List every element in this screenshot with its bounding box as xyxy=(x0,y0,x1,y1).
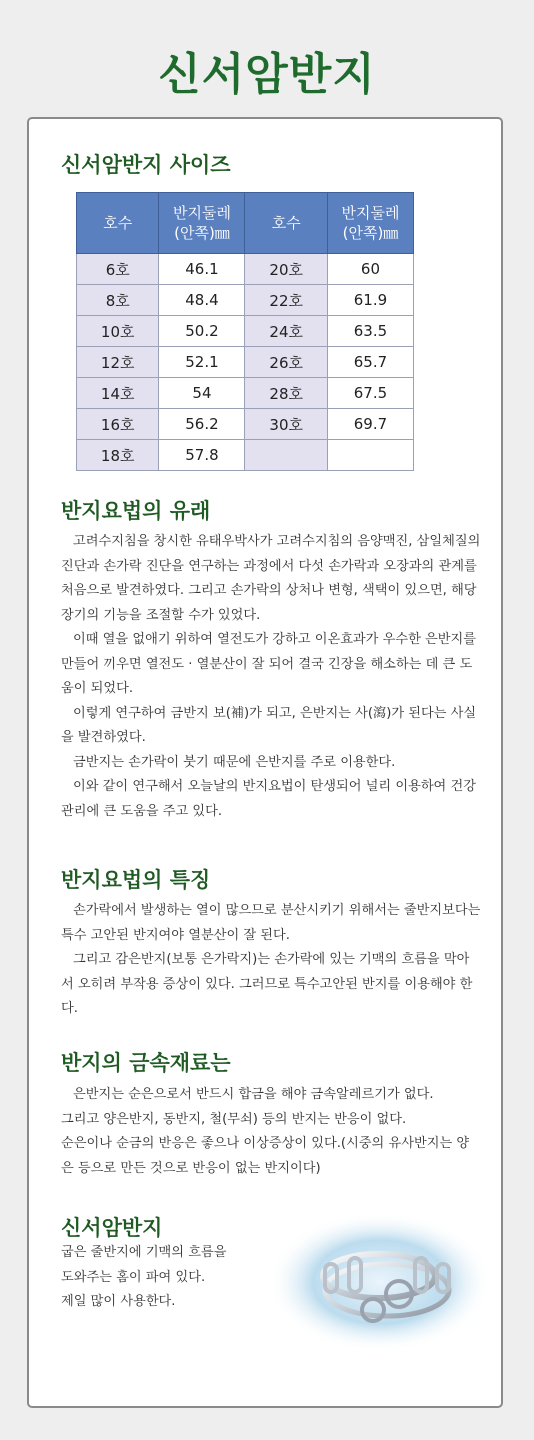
size-heading: 신서암반지 사이즈 xyxy=(61,153,231,177)
circumference-cell: 67.5 xyxy=(327,378,413,409)
size-table-header xyxy=(77,193,414,254)
circumference-cell xyxy=(327,440,413,471)
circumference-cell: 60 xyxy=(327,254,413,285)
table-row xyxy=(77,254,414,285)
feature-paragraph: 그리고 감은반지(보통 은가락지)는 손가락에 있는 기맥의 흐름을 막아서 오히려 부작용 증상이 있다. 그러므로 특수고안된 반지를 이용해야 한다. xyxy=(61,952,473,1016)
table-row xyxy=(77,285,414,316)
size-table xyxy=(76,192,414,471)
ring-photo xyxy=(267,1212,493,1352)
content-card xyxy=(27,117,503,1408)
size-cell: 26호 xyxy=(245,347,327,378)
product-line: 도와주는 홈이 파여 있다. xyxy=(61,1269,206,1285)
size-cell: 16호 xyxy=(77,409,159,440)
circumference-cell: 65.7 xyxy=(327,347,413,378)
feature-heading: 반지요법의 특징 xyxy=(61,868,211,892)
size-cell: 28호 xyxy=(245,378,327,409)
circumference-cell: 69.7 xyxy=(327,409,413,440)
size-cell: 12호 xyxy=(77,347,159,378)
ring-image xyxy=(267,1212,493,1352)
origin-paragraph: 이렇게 연구하여 금반지 보(補)가 되고, 은반지는 사(瀉)가 된다는 사실을 발견하였다. xyxy=(61,705,477,745)
circumference-cell: 61.9 xyxy=(327,285,413,316)
circumference-cell: 50.2 xyxy=(159,316,245,347)
size-cell: 6호 xyxy=(77,254,159,285)
table-row xyxy=(77,347,414,378)
size-cell: 24호 xyxy=(245,316,327,347)
feature-text xyxy=(61,899,481,1022)
size-cell: 20호 xyxy=(245,254,327,285)
table-row xyxy=(77,316,414,347)
page-title: 신서암반지 xyxy=(158,49,376,100)
table-row xyxy=(77,440,414,471)
size-cell: 14호 xyxy=(77,378,159,409)
circumference-cell: 56.2 xyxy=(159,409,245,440)
origin-heading: 반지요법의 유래 xyxy=(61,499,211,523)
origin-paragraph: 금반지는 손가락이 붓기 때문에 은반지를 주로 이용한다. xyxy=(73,754,396,770)
col-header-circumference-1: 반지둘레 (안쪽)㎜ xyxy=(159,193,245,254)
origin-paragraph: 이때 열을 없애기 위하여 열전도가 강하고 이온효과가 우수한 은반지를 만들어 끼우면 열전도 · 열분산이 잘 되어 결국 긴장을 해소하는 데 큰 도움이 되었다. xyxy=(61,632,476,696)
material-heading: 반지의 금속재료는 xyxy=(61,1051,231,1075)
size-cell: 22호 xyxy=(245,285,327,316)
product-line: 굽은 줄반지에 기맥의 흐름을 xyxy=(61,1245,227,1260)
origin-text xyxy=(61,530,481,824)
table-row xyxy=(77,409,414,440)
circumference-cell: 52.1 xyxy=(159,347,245,378)
product-line: 제일 많이 사용한다. xyxy=(61,1294,176,1309)
size-cell: 18호 xyxy=(77,440,159,471)
size-cell: 10호 xyxy=(77,316,159,347)
table-row xyxy=(77,378,414,409)
circumference-cell: 48.4 xyxy=(159,285,245,316)
circumference-cell: 54 xyxy=(159,378,245,409)
material-text xyxy=(61,1083,481,1181)
feature-paragraph: 손가락에서 발생하는 열이 많으므로 분산시키기 위해서는 줄반지보다는 특수 고안된 반지여야 열분산이 잘 된다. xyxy=(61,903,481,943)
size-cell: 30호 xyxy=(245,409,327,440)
material-paragraph: 순은이나 순금의 반응은 좋으나 이상증상이 있다.(시중의 유사반지는 양은 등으로 만든 것으로 반응이 없는 반지이다) xyxy=(61,1136,470,1176)
size-cell: 8호 xyxy=(77,285,159,316)
col-header-size-2: 호수 xyxy=(245,193,327,254)
circumference-cell: 57.8 xyxy=(159,440,245,471)
size-cell xyxy=(245,440,327,471)
col-header-size-1: 호수 xyxy=(77,193,159,254)
product-text xyxy=(61,1241,281,1315)
col-header-circumference-2: 반지둘레 (안쪽)㎜ xyxy=(327,193,413,254)
circumference-cell: 63.5 xyxy=(327,316,413,347)
product-heading: 신서암반지 xyxy=(61,1216,163,1240)
material-paragraph: 은반지는 순은으로서 반드시 합금을 해야 금속알레르기가 없다. xyxy=(73,1087,434,1102)
circumference-cell: 46.1 xyxy=(159,254,245,285)
material-paragraph: 그리고 양은반지, 동반지, 철(무쇠) 등의 반지는 반응이 없다. xyxy=(61,1111,407,1127)
origin-paragraph: 고려수지침을 창시한 유태우박사가 고려수지침의 음양맥진, 삼일체질의 진단과 손가락 진단을 연구하는 과정에서 다섯 손가락과 오장과의 관계를 처음으로 발견하였다. 그리고 손가락의 상처나 변형, 색택이 있으면, 해당 장기의 기능을 조절할 수가 있었다. xyxy=(61,534,481,623)
origin-paragraph: 이와 같이 연구해서 오늘날의 반지요법이 탄생되어 널리 이용하여 건강관리에 큰 도움을 주고 있다. xyxy=(61,779,476,819)
